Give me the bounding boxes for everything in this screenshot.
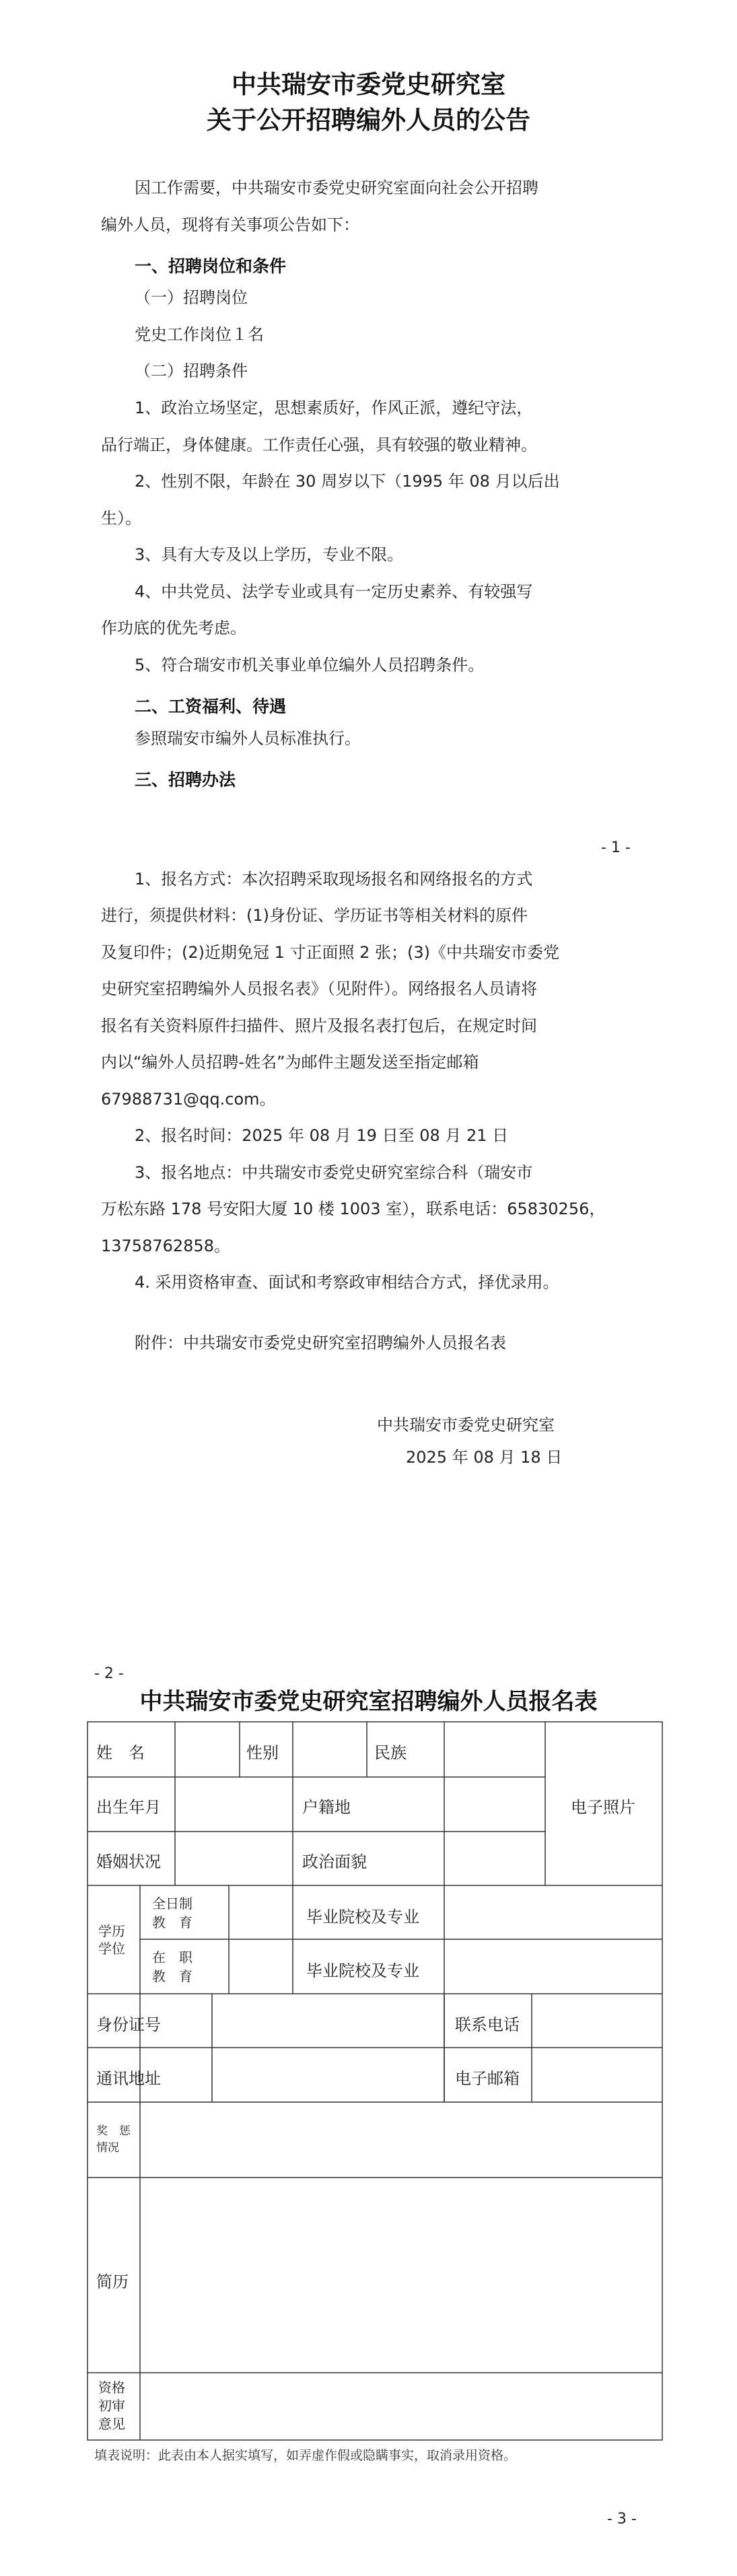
- label-hukou: 户籍地: [302, 1798, 351, 1817]
- method1-line1: 1、报名方式：本次招聘采取现场报名和网络报名的方式: [135, 870, 533, 889]
- method3-line3: 13758762858。: [101, 1237, 230, 1255]
- signature-org: 中共瑞安市委党史研究室: [377, 1416, 555, 1434]
- label-idno: 身份证号: [96, 2015, 161, 2034]
- label-photo: 电子照片: [571, 1798, 635, 1817]
- intro-line2: 编外人员，现将有关事项公告如下：: [101, 215, 359, 234]
- label-review-line1: 资格: [98, 2379, 125, 2396]
- intro-line1: 因工作需要，中共瑞安市委党史研究室面向社会公开招聘: [135, 178, 538, 197]
- label-ethnicity: 民族: [374, 1743, 407, 1762]
- announcement-title-line2: 关于公开招聘编外人员的公告: [207, 105, 530, 135]
- form-note: 填表说明：此表由本人据实填写，如弄虚作假或隐瞒事实，取消录用资格。: [94, 2448, 517, 2463]
- label-email: 电子邮箱: [455, 2069, 520, 2088]
- label-award-line1: 奖 惩: [96, 2124, 131, 2138]
- page-number-3: - 3 -: [607, 2511, 637, 2528]
- label-resume: 简历: [96, 2272, 129, 2291]
- condition2-line2: 生）。: [101, 509, 141, 528]
- method2: 2、报名时间：2025 年 08 月 19 日至 08 月 21 日: [135, 1126, 509, 1145]
- condition2-line1: 2、性别不限，年龄在 30 周岁以下（1995 年 08 月以后出: [135, 472, 560, 491]
- condition1-line1: 1、政治立场坚定，思想素质好，作风正派，遵纪守法，: [135, 398, 533, 417]
- condition3: 3、具有大专及以上学历，专业不限。: [135, 545, 404, 564]
- method1-line6: 内以“编外人员招聘-姓名”为邮件主题发送至指定邮箱: [101, 1053, 479, 1072]
- condition4-line2: 作功底的优先考虑。: [101, 619, 246, 637]
- method3-line1: 3、报名地点：中共瑞安市委党史研究室综合科（瑞安市: [135, 1163, 533, 1182]
- label-review-line3: 意见: [98, 2416, 125, 2432]
- method1-line5: 报名有关资料原件扫描件、照片及报名表打包后，在规定时间: [101, 1016, 537, 1035]
- label-school-inservice: 毕业院校及专业: [306, 1961, 419, 1980]
- method1-line2: 进行，须提供材料：(1)身份证、学历证书等相关材料的原件: [101, 906, 528, 925]
- condition5: 5、符合瑞安市机关事业单位编外人员招聘条件。: [135, 656, 485, 674]
- method1-line4: 史研究室招聘编外人员报名表》（见附件）。网络报名人员请将: [101, 979, 537, 998]
- page-number-2: - 2 -: [94, 1665, 124, 1682]
- form-title: 中共瑞安市委党史研究室招聘编外人员报名表: [139, 1688, 598, 1715]
- section1-heading: 一、招聘岗位和条件: [135, 256, 287, 276]
- section2-heading: 二、工资福利、待遇: [135, 697, 287, 716]
- section3-heading: 三、招聘办法: [135, 770, 236, 790]
- subsection1-heading: （一）招聘岗位: [135, 288, 248, 307]
- method3-line2: 万松东路 178 号安阳大厦 10 楼 1003 室），联系电话：65830256，: [101, 1199, 606, 1218]
- signature-date: 2025 年 08 月 18 日: [406, 1448, 563, 1467]
- pay-text: 参照瑞安市编外人员标准执行。: [135, 729, 361, 748]
- label-award-line2: 情况: [96, 2141, 119, 2155]
- label-edu-line1: 学历: [98, 1923, 125, 1939]
- attachment-text: 附件：中共瑞安市委党史研究室招聘编外人员报名表: [135, 1333, 506, 1352]
- label-school-fulltime: 毕业院校及专业: [306, 1908, 419, 1926]
- condition4-line1: 4、中共党员、法学专业或具有一定历史素养、有较强写: [135, 582, 533, 601]
- label-review-line2: 初审: [98, 2398, 125, 2414]
- announcement-title-line1: 中共瑞安市委党史研究室: [232, 69, 505, 99]
- subsection2-heading: （二）招聘条件: [135, 361, 248, 380]
- label-fulltime-line1: 全日制: [152, 1895, 192, 1912]
- page-number-1: - 1 -: [601, 839, 631, 856]
- label-inservice-line1: 在 职: [152, 1949, 192, 1965]
- label-political: 政治面貌: [302, 1852, 367, 1871]
- label-phone: 联系电话: [455, 2015, 520, 2034]
- label-fulltime-line2: 教 育: [152, 1914, 192, 1930]
- method4: 4. 采用资格审查、面试和考察政审相结合方式，择优录用。: [135, 1273, 559, 1292]
- label-inservice-line2: 教 育: [152, 1968, 192, 1984]
- label-address: 通讯地址: [96, 2069, 161, 2088]
- label-edu-line2: 学位: [98, 1941, 125, 1957]
- label-name: 姓 名: [96, 1743, 145, 1762]
- label-birth: 出生年月: [96, 1798, 161, 1817]
- condition1-line2: 品行端正，身体健康。工作责任心强，具有较强的敬业精神。: [101, 436, 537, 454]
- method1-line3: 及复印件；(2)近期免冠 1 寸正面照 2 张；(3)《中共瑞安市委党: [101, 943, 560, 962]
- label-marital: 婚姻状况: [96, 1852, 161, 1871]
- method1-line7: 67988731@qq.com。: [101, 1090, 276, 1109]
- post-text: 党史工作岗位１名: [135, 325, 264, 344]
- label-gender: 性别: [246, 1743, 279, 1762]
